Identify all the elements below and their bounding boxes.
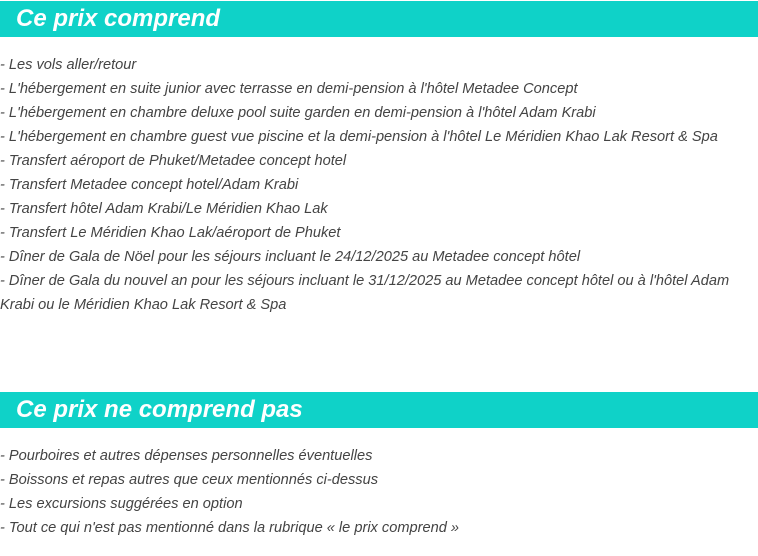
list-item: - Tout ce qui n'est pas mentionné dans la rubrique « le prix comprend » — [0, 520, 459, 536]
included-section-title: Ce prix comprend — [0, 1, 758, 37]
list-item: - L'hébergement en chambre deluxe pool suite garden en demi-pension à l'hôtel Adam Krabi — [0, 105, 596, 121]
list-item: - Boissons et repas autres que ceux mentionnés ci-dessus — [0, 472, 379, 488]
list-item: - Pourboires et autres dépenses personnelles éventuelles — [0, 448, 373, 464]
list-item: - Les vols aller/retour — [0, 57, 137, 73]
list-item: - Dîner de Gala du nouvel an pour les séjours incluant le 31/12/2025 au Metadee concept hôtel ou à l'hôtel Adam Krabi ou le Méridien Khao Lak Resort & Spa — [0, 273, 730, 313]
list-item: - L'hébergement en chambre guest vue piscine et la demi-pension à l'hôtel Le Méridien Khao Lak Resort & Spa — [0, 129, 718, 145]
included-items-list — [0, 53, 758, 317]
list-item: - Transfert Metadee concept hotel/Adam Krabi — [0, 177, 299, 193]
excluded-section-title: Ce prix ne comprend pas — [0, 392, 758, 428]
list-item: - Les excursions suggérées en option — [0, 496, 243, 512]
list-item: - L'hébergement en suite junior avec terrasse en demi-pension à l'hôtel Metadee Concept — [0, 81, 578, 97]
list-item: - Dîner de Gala de Nöel pour les séjours incluant le 24/12/2025 au Metadee concept hôtel — [0, 249, 581, 265]
list-item: - Transfert aéroport de Phuket/Metadee concept hotel — [0, 153, 347, 169]
list-item: - Transfert hôtel Adam Krabi/Le Méridien Khao Lak — [0, 201, 328, 217]
excluded-items-list — [0, 444, 758, 540]
list-item: - Transfert Le Méridien Khao Lak/aéroport de Phuket — [0, 225, 341, 241]
